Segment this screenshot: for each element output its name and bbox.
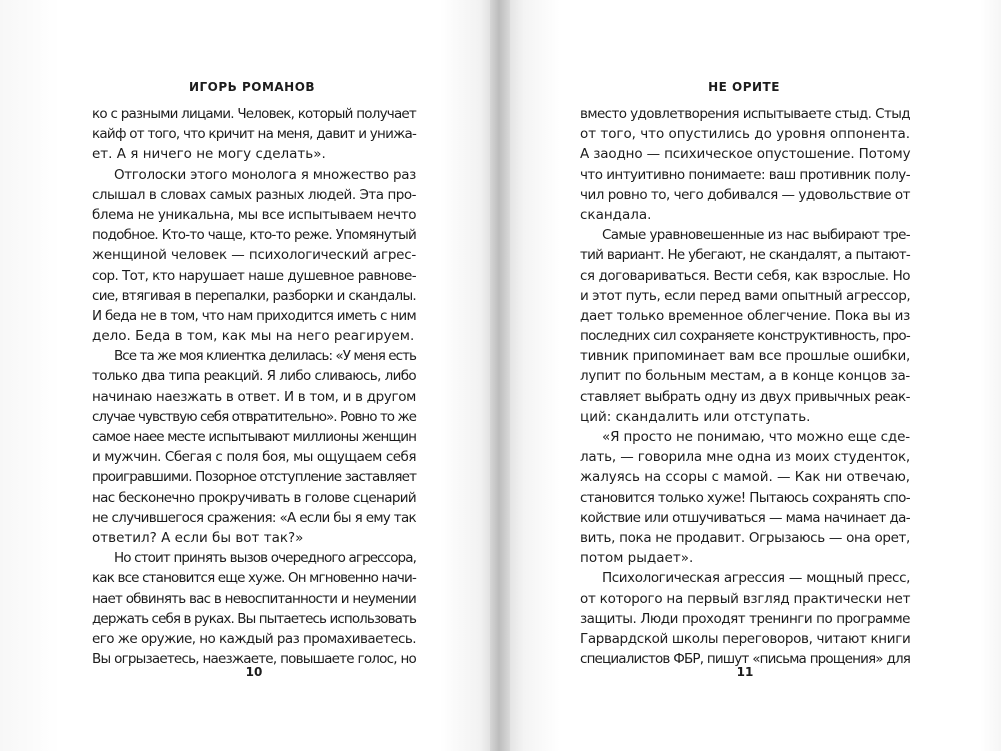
book-gutter — [490, 0, 510, 751]
text-line: начинаю наезжать в ответ. И в том, и в другом — [92, 388, 416, 405]
text-line: подобное. Кто-то чаще, кто-то реже. Упомянутый — [92, 227, 416, 244]
text-line: кайф от того, что кричит на меня, давит и унижа- — [92, 126, 417, 143]
text-line: Но стоит принять вызов очередного агрессора, — [114, 550, 416, 567]
text-line: Психологическая агрессия — мощный пресс, — [602, 570, 910, 587]
text-line: А заодно — психическое опустошение. Потому — [580, 146, 911, 163]
text-line: койствие или отшучиваться — мама начинает да- — [580, 509, 910, 526]
text-line: женщиной человек — психологический агрес- — [92, 247, 416, 264]
text-line: тий вариант. Не убегают, не скандалят, а пытают- — [580, 247, 910, 264]
text-line: «Я просто не понимаю, что можно еще сде- — [602, 429, 910, 445]
text-line: потом рыдает». — [580, 550, 694, 567]
text-line: случае чувствую себя отвратительно». Ровно то же — [92, 408, 416, 425]
text-line: сор. Тот, кто нарушает наше душевное равнове- — [92, 267, 416, 284]
text-line: Отголоски этого монолога я множество раз — [114, 166, 416, 183]
text-line: держать себя в руках. Вы пытаетесь использовать — [92, 610, 417, 627]
text-line: дает только временное облегчение. Пока вы из — [580, 307, 910, 324]
text-line: его же оружие, но каждый раз промахиваетесь. — [92, 630, 416, 647]
text-line: последних сил сохраняете конструктивность, про- — [580, 328, 911, 345]
text-line: защиты. Люди проходят тренинги по программе — [580, 610, 910, 627]
text-line: слышал в словах самых разных людей. Эта про- — [92, 186, 416, 203]
text-line: скандала. — [580, 206, 652, 223]
left-page — [0, 0, 490, 751]
text-line: ся договариваться. Вести себя, как взрослые. Но — [580, 267, 910, 284]
text-line: Самые уравновешенные из нас выбирают тре- — [602, 227, 910, 244]
text-line: жалуясь на ссоры с мамой. — Как ни отвечаю, — [580, 469, 910, 486]
text-line: как все становится еще хуже. Он мгновенно начи- — [92, 570, 416, 587]
text-line: ответил? А если бы вот так?» — [92, 529, 304, 546]
text-line: сие, втягивая в перепалки, разборки и скандалы. — [92, 287, 416, 304]
text-line: дело. Беда в том, как мы на него реагируем. — [92, 328, 415, 345]
text-line: и мужчин. Сбегая с поля боя, мы ощущаем себя — [92, 449, 416, 466]
text-line: нает обвинять вас в невоспитанности и неумении — [92, 590, 416, 607]
text-line: вместо удовлетворения испытываете стыд. Стыд — [580, 106, 910, 122]
text-line: чил ровно то, чего добивался — удовольствие от — [580, 186, 910, 203]
right-page-text — [580, 104, 910, 669]
right-page — [510, 0, 1001, 751]
text-line: от того, что опустились до уровня оппонента. — [580, 126, 910, 143]
text-line: блема не уникальна, мы все испытываем нечто — [92, 206, 417, 223]
text-line: нас бесконечно прокручивать в голове сценарий — [92, 489, 416, 506]
text-line: И беда не в том, что нам приходится иметь с ним — [92, 307, 416, 324]
text-line: от которого на первый взгляд практически нет — [580, 590, 911, 607]
text-line: самое наее месте испытывают миллионы женщин — [92, 429, 416, 445]
text-line: только два типа реакций. Я либо сливаюсь, либо — [92, 368, 416, 385]
text-line: ко с разными лицами. Человек, который получает — [92, 106, 416, 122]
text-line: ет. А я ничего не могу сделать». — [92, 146, 326, 163]
left-page-text — [92, 104, 416, 669]
text-line: Гарвардской школы переговоров, читают книги — [580, 630, 911, 647]
text-line: не случившегося сражения: «А если бы я ему так — [92, 509, 416, 526]
text-line: становится только хуже! Пытаюсь сохранять спо- — [580, 489, 910, 506]
text-line: Вы огрызаетесь, наезжаете, повышаете голос, но — [92, 651, 416, 668]
text-line: лупит по больным местам, а в конце концов за- — [580, 368, 910, 385]
running-head-author: ИГОРЬ РОМАНОВ — [188, 80, 316, 94]
text-line: тивник припоминает вам все прошлые ошибки, — [580, 348, 910, 365]
text-line: ставляет выбрать одну из двух привычных реак- — [580, 388, 910, 405]
running-head-title: НЕ ОРИТЕ — [708, 80, 780, 94]
text-line: специалистов ФБР, пишут «письма прощения» для — [580, 651, 910, 668]
page-number: 10 — [245, 665, 263, 679]
text-line: вить, пока не продавит. Огрызаюсь — она орет, — [580, 529, 910, 546]
text-line: проигравшими. Позорное отступление заставляет — [92, 469, 417, 486]
text-line: ций: скандалить или отступать. — [580, 408, 811, 425]
text-line: что интуитивно понимаете: ваш противник полу- — [580, 166, 911, 183]
text-line: и этот путь, если перед вами опытный агрессор, — [580, 287, 911, 304]
text-line: Все та же моя клиентка делилась: «У меня есть — [114, 348, 417, 365]
text-line: лать, — говорила мне одна из моих студенток, — [580, 449, 910, 466]
page-number: 11 — [736, 665, 754, 679]
